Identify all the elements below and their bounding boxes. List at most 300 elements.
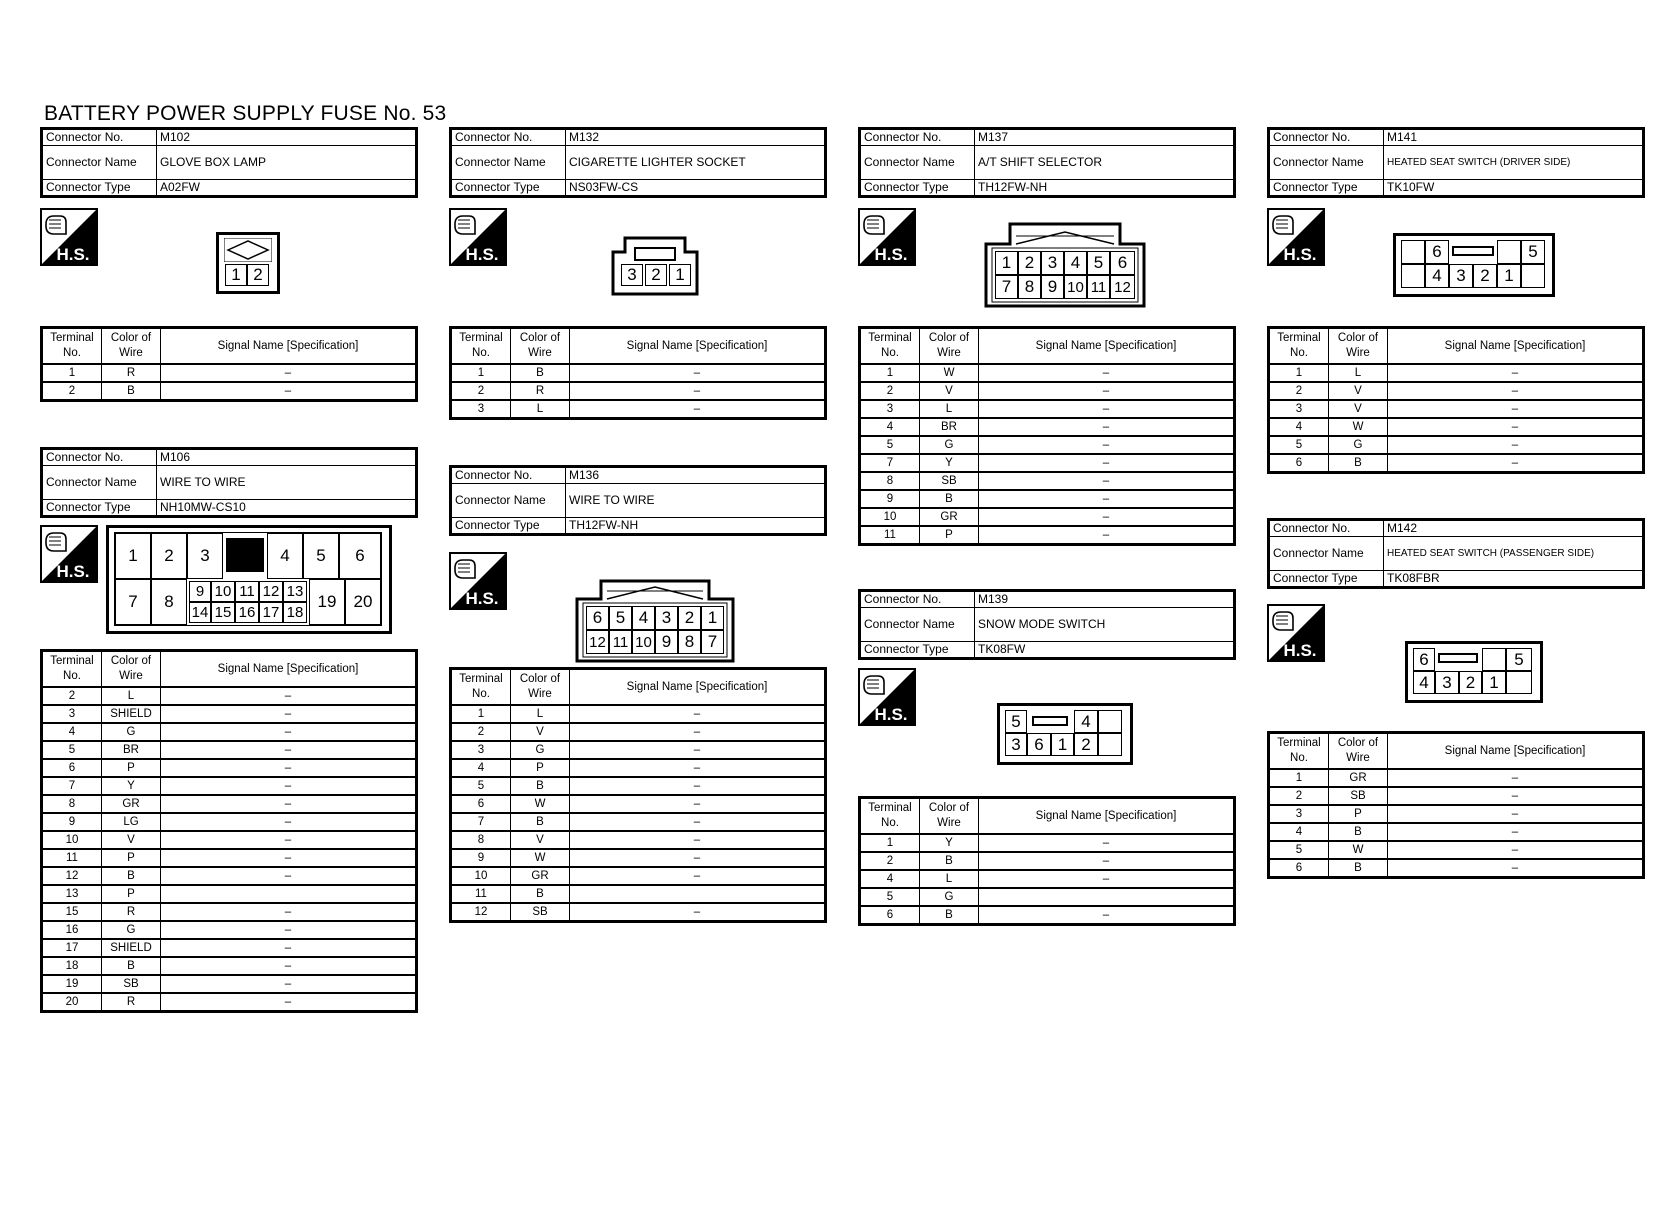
terminal-cavity: 1	[115, 533, 151, 579]
terminal-cavity: 7	[115, 579, 151, 625]
terminal-cavity: 12	[1110, 275, 1135, 299]
connector-type-value: TK08FW	[975, 642, 1235, 659]
wire-color-header: Color of Wire	[511, 669, 570, 706]
terminal-header: Terminal No.	[451, 669, 511, 706]
signal-header: Signal Name [Specification]	[979, 798, 1235, 835]
terminal-cavity: 6	[1413, 648, 1435, 671]
terminal-no: 3	[1269, 805, 1329, 823]
signal-name: –	[1388, 769, 1644, 787]
wire-color-header: Color of Wire	[102, 328, 161, 365]
table-row	[42, 723, 417, 741]
terminal-cavity: 2	[151, 533, 187, 579]
table-row	[860, 888, 1235, 906]
signal-name: –	[570, 400, 826, 419]
terminal-cavity: 3	[621, 264, 643, 286]
terminal-cavity: 5	[609, 606, 632, 630]
terminal-cavity: 1	[1051, 733, 1074, 756]
wire-color: GR	[511, 867, 570, 885]
terminal-cavity: 6	[339, 533, 381, 579]
connector-info-table	[1267, 127, 1645, 198]
signal-name: –	[979, 472, 1235, 490]
terminal-no: 11	[451, 885, 511, 903]
terminal-cavity: 1	[995, 251, 1018, 275]
harness-side-icon	[449, 552, 507, 610]
connector-type-value: TK10FW	[1384, 180, 1644, 197]
terminal-no: 10	[860, 508, 920, 526]
terminal-no: 12	[42, 867, 102, 885]
table-row	[860, 472, 1235, 490]
signal-name: –	[1388, 418, 1644, 436]
table-row	[1269, 400, 1644, 418]
terminal-no: 2	[451, 723, 511, 741]
terminal-no: 2	[860, 852, 920, 870]
terminal-cavity: 10	[1064, 275, 1087, 299]
signal-name: –	[570, 364, 826, 382]
wire-color: GR	[920, 508, 979, 526]
signal-name: –	[979, 436, 1235, 454]
signal-name: –	[161, 957, 417, 975]
table-row	[42, 831, 417, 849]
table-row	[451, 867, 826, 885]
table-row	[451, 741, 826, 759]
connector-no-label: Connector No.	[451, 129, 566, 146]
connector-no-value: M106	[157, 449, 417, 466]
wire-color: G	[1329, 436, 1388, 454]
terminal-cavity: 20	[345, 579, 381, 625]
connector-info-table	[40, 447, 418, 518]
wire-color: B	[511, 364, 570, 382]
connector-type-value: TH12FW-NH	[975, 180, 1235, 197]
terminal-no: 11	[860, 526, 920, 545]
terminal-no: 5	[1269, 841, 1329, 859]
terminal-cavity	[1098, 710, 1122, 733]
connector-no-label: Connector No.	[451, 467, 566, 484]
connector-no-value: M142	[1384, 520, 1644, 537]
connector-name-value: WIRE TO WIRE	[566, 484, 826, 518]
terminal-no: 20	[42, 993, 102, 1012]
table-row	[451, 723, 826, 741]
terminal-table	[858, 326, 1236, 546]
terminal-cavity: 5	[1005, 710, 1027, 733]
terminal-header: Terminal No.	[451, 328, 511, 365]
table-row	[860, 418, 1235, 436]
table-row	[451, 903, 826, 922]
terminal-no: 9	[42, 813, 102, 831]
wire-color: BR	[102, 741, 161, 759]
wire-color: Y	[920, 834, 979, 852]
table-row	[451, 849, 826, 867]
terminal-cavity: 1	[1482, 671, 1506, 694]
connector-type-label: Connector Type	[1269, 571, 1384, 588]
table-row	[42, 759, 417, 777]
wire-color-header: Color of Wire	[511, 328, 570, 365]
terminal-no: 2	[42, 687, 102, 705]
wire-color: GR	[102, 795, 161, 813]
wire-color: G	[920, 888, 979, 906]
connector-no-label: Connector No.	[860, 129, 975, 146]
terminal-cavity: 9	[1041, 275, 1064, 299]
table-row	[860, 436, 1235, 454]
table-row	[860, 382, 1235, 400]
connector-name-value: HEATED SEAT SWITCH (DRIVER SIDE)	[1384, 146, 1644, 180]
harness-side-icon	[40, 208, 98, 266]
table-row	[860, 400, 1235, 418]
terminal-no: 6	[451, 795, 511, 813]
table-row	[860, 906, 1235, 925]
signal-name	[570, 885, 826, 903]
signal-name: –	[161, 921, 417, 939]
table-row	[42, 993, 417, 1012]
wire-color: L	[511, 400, 570, 419]
signal-name: –	[161, 993, 417, 1012]
terminal-no: 8	[42, 795, 102, 813]
terminal-cavity: 6	[1425, 240, 1449, 264]
wire-color: V	[511, 723, 570, 741]
terminal-header: Terminal No.	[860, 798, 920, 835]
signal-name: –	[979, 870, 1235, 888]
table-row	[860, 852, 1235, 870]
signal-name: –	[161, 903, 417, 921]
table-row	[1269, 841, 1644, 859]
signal-name: –	[570, 723, 826, 741]
wire-color-header: Color of Wire	[1329, 328, 1388, 365]
connector-name-label: Connector Name	[451, 146, 566, 180]
connector-no-value: M136	[566, 467, 826, 484]
terminal-no: 5	[42, 741, 102, 759]
table-row	[860, 508, 1235, 526]
signal-name: –	[570, 777, 826, 795]
signal-header: Signal Name [Specification]	[161, 328, 417, 365]
wire-color: W	[1329, 418, 1388, 436]
terminal-no: 10	[451, 867, 511, 885]
table-row	[42, 687, 417, 705]
terminal-cavity: 6	[1027, 733, 1051, 756]
table-row	[451, 364, 826, 382]
wire-color: BR	[920, 418, 979, 436]
signal-name: –	[1388, 454, 1644, 473]
wire-color: B	[1329, 454, 1388, 473]
terminal-cavity: 8	[1018, 275, 1041, 299]
terminal-cavity: 2	[1459, 671, 1482, 694]
terminal-no: 3	[451, 741, 511, 759]
connector-type-label: Connector Type	[451, 180, 566, 197]
table-row	[42, 705, 417, 723]
terminal-no: 1	[451, 705, 511, 723]
terminal-cavity: 3	[655, 606, 678, 630]
connector-type-label: Connector Type	[1269, 180, 1384, 197]
terminal-cavity	[1401, 264, 1425, 288]
wire-color: W	[920, 364, 979, 382]
terminal-cavity: 2	[1473, 264, 1497, 288]
table-row	[1269, 787, 1644, 805]
hs-text: H.S.	[56, 562, 90, 581]
terminal-header: Terminal No.	[42, 328, 102, 365]
terminal-cavity: 2	[247, 264, 269, 286]
terminal-no: 13	[42, 885, 102, 903]
terminal-no: 18	[42, 957, 102, 975]
terminal-cavity: 3	[1435, 671, 1459, 694]
table-row	[1269, 859, 1644, 878]
terminal-cavity: 4	[267, 533, 303, 579]
terminal-cavity: 16	[235, 602, 259, 623]
terminal-cavity: 1	[1497, 264, 1521, 288]
terminal-cavity	[1482, 648, 1506, 671]
terminal-cavity: 5	[1521, 240, 1545, 264]
wire-color: V	[920, 382, 979, 400]
signal-name: –	[161, 687, 417, 705]
terminal-cavity: 2	[678, 606, 701, 630]
terminal-no: 2	[451, 382, 511, 400]
connector-lock-tab	[1452, 246, 1494, 256]
signal-name: –	[1388, 364, 1644, 382]
terminal-cavity: 11	[609, 630, 632, 654]
harness-side-icon	[858, 208, 916, 266]
connector-info-table	[449, 465, 827, 536]
terminal-table	[449, 326, 827, 420]
terminal-cavity: 6	[586, 606, 609, 630]
table-row	[42, 849, 417, 867]
signal-name: –	[1388, 823, 1644, 841]
wire-color: G	[102, 921, 161, 939]
table-row	[451, 382, 826, 400]
connector-info-table	[40, 127, 418, 198]
terminal-cavity: 14	[189, 602, 211, 623]
wire-color: B	[511, 885, 570, 903]
harness-side-icon	[449, 208, 507, 266]
connector-lock-tab	[1438, 653, 1478, 663]
connector-face-figure	[858, 198, 1236, 326]
signal-name: –	[979, 490, 1235, 508]
connector-name-value: SNOW MODE SWITCH	[975, 608, 1235, 642]
harness-side-icon	[1267, 604, 1325, 662]
terminal-cavity: 19	[309, 579, 345, 625]
signal-name: –	[161, 831, 417, 849]
terminal-no: 1	[42, 364, 102, 382]
connector-no-value: M132	[566, 129, 826, 146]
table-row	[1269, 382, 1644, 400]
terminal-no: 3	[451, 400, 511, 419]
wire-color: B	[920, 490, 979, 508]
signal-name: –	[161, 813, 417, 831]
signal-name: –	[570, 382, 826, 400]
connector-name-label: Connector Name	[1269, 146, 1384, 180]
wire-color: SHIELD	[102, 705, 161, 723]
connector-type-label: Connector Type	[860, 642, 975, 659]
signal-name: –	[570, 813, 826, 831]
connector-info-table	[1267, 518, 1645, 589]
connector-lock-tab	[1032, 716, 1068, 726]
connector-no-value: M139	[975, 591, 1235, 608]
terminal-no: 3	[1269, 400, 1329, 418]
table-row	[42, 382, 417, 401]
signal-name: –	[1388, 859, 1644, 878]
table-row	[1269, 454, 1644, 473]
terminal-no: 6	[1269, 454, 1329, 473]
terminal-cavity: 9	[655, 630, 678, 654]
signal-name: –	[161, 867, 417, 885]
signal-name: –	[161, 741, 417, 759]
signal-name: –	[161, 849, 417, 867]
connector-type-label: Connector Type	[42, 180, 157, 197]
terminal-no: 4	[451, 759, 511, 777]
terminal-no: 7	[42, 777, 102, 795]
signal-header: Signal Name [Specification]	[1388, 733, 1644, 770]
terminal-no: 3	[860, 400, 920, 418]
connector-name-label: Connector Name	[451, 484, 566, 518]
wire-color: B	[511, 813, 570, 831]
terminal-cavity: 7	[995, 275, 1018, 299]
table-row	[42, 364, 417, 382]
table-row	[451, 813, 826, 831]
connector-block-m102	[40, 127, 418, 402]
wire-color: LG	[102, 813, 161, 831]
table-row	[1269, 823, 1644, 841]
terminal-no: 2	[1269, 787, 1329, 805]
table-row	[42, 795, 417, 813]
table-row	[451, 831, 826, 849]
terminal-cavity: 17	[259, 602, 283, 623]
terminal-no: 8	[451, 831, 511, 849]
hs-text: H.S.	[874, 705, 908, 724]
connector-name-label: Connector Name	[860, 608, 975, 642]
terminal-cavity: 12	[259, 581, 283, 602]
terminal-no: 9	[451, 849, 511, 867]
connector-face-figure	[1267, 198, 1645, 326]
signal-name: –	[570, 903, 826, 922]
terminal-no: 11	[42, 849, 102, 867]
terminal-no: 4	[42, 723, 102, 741]
terminal-no: 2	[42, 382, 102, 401]
table-row	[42, 957, 417, 975]
connector-no-value: M141	[1384, 129, 1644, 146]
signal-name: –	[161, 364, 417, 382]
blocked-cavity	[226, 538, 264, 572]
signal-name: –	[161, 382, 417, 401]
signal-name: –	[979, 834, 1235, 852]
terminal-no: 12	[451, 903, 511, 922]
connector-face	[1393, 233, 1555, 297]
signal-name: –	[979, 364, 1235, 382]
wire-color: B	[920, 906, 979, 925]
terminal-no: 4	[860, 418, 920, 436]
table-row	[860, 870, 1235, 888]
table-row	[451, 795, 826, 813]
wire-color: Y	[102, 777, 161, 795]
terminal-header: Terminal No.	[1269, 733, 1329, 770]
connector-block-m142	[1267, 518, 1645, 879]
signal-name: –	[570, 759, 826, 777]
connector-face	[106, 525, 392, 634]
connector-block-m137	[858, 127, 1236, 546]
terminal-header: Terminal No.	[1269, 328, 1329, 365]
table-row	[860, 834, 1235, 852]
table-row	[42, 885, 417, 903]
terminal-table	[449, 667, 827, 923]
connector-face-figure	[858, 660, 1236, 796]
terminal-cavity: 2	[1074, 733, 1098, 756]
signal-name: –	[1388, 787, 1644, 805]
connector-face-figure	[40, 518, 418, 649]
signal-name: –	[979, 454, 1235, 472]
connector-type-value: NS03FW-CS	[566, 180, 826, 197]
connector-type-value: A02FW	[157, 180, 417, 197]
connector-no-value: M102	[157, 129, 417, 146]
signal-header: Signal Name [Specification]	[1388, 328, 1644, 365]
terminal-no: 4	[1269, 418, 1329, 436]
page-title: BATTERY POWER SUPPLY FUSE No. 53	[44, 102, 447, 125]
terminal-cavity: 2	[1018, 251, 1041, 275]
terminal-cavity	[1497, 240, 1521, 264]
terminal-header: Terminal No.	[860, 328, 920, 365]
table-row	[42, 741, 417, 759]
connector-type-label: Connector Type	[860, 180, 975, 197]
hs-text: H.S.	[874, 245, 908, 264]
wire-color: G	[920, 436, 979, 454]
table-row	[42, 867, 417, 885]
connector-name-label: Connector Name	[1269, 537, 1384, 571]
table-row	[451, 777, 826, 795]
terminal-no: 3	[42, 705, 102, 723]
wire-color: R	[511, 382, 570, 400]
hs-text: H.S.	[1283, 641, 1317, 660]
terminal-cavity: 6	[1110, 251, 1135, 275]
signal-name: –	[161, 777, 417, 795]
terminal-cavity: 1	[225, 264, 247, 286]
table-row	[42, 813, 417, 831]
signal-name: –	[570, 831, 826, 849]
connector-face-figure	[449, 536, 827, 667]
signal-name: –	[979, 382, 1235, 400]
wire-color: R	[102, 364, 161, 382]
terminal-no: 1	[1269, 364, 1329, 382]
signal-name: –	[979, 906, 1235, 925]
wire-color: W	[511, 849, 570, 867]
wire-color: V	[1329, 382, 1388, 400]
connector-type-value: TK08FBR	[1384, 571, 1644, 588]
connector-info-table	[858, 127, 1236, 198]
signal-name: –	[1388, 436, 1644, 454]
wire-color: SHIELD	[102, 939, 161, 957]
terminal-cavity: 4	[1425, 264, 1449, 288]
wire-color-header: Color of Wire	[920, 798, 979, 835]
signal-name: –	[161, 939, 417, 957]
terminal-cavity: 4	[632, 606, 655, 630]
harness-side-icon	[858, 668, 916, 726]
table-row	[451, 885, 826, 903]
connector-no-value: M137	[975, 129, 1235, 146]
connector-no-label: Connector No.	[1269, 129, 1384, 146]
table-row	[1269, 769, 1644, 787]
terminal-no: 4	[860, 870, 920, 888]
terminal-no: 5	[860, 888, 920, 906]
harness-side-icon	[1267, 208, 1325, 266]
wire-color: P	[102, 759, 161, 777]
wire-color: V	[511, 831, 570, 849]
terminal-no: 17	[42, 939, 102, 957]
terminal-cavity	[1098, 733, 1122, 756]
wire-color: P	[102, 885, 161, 903]
signal-header: Signal Name [Specification]	[161, 651, 417, 688]
terminal-no: 6	[860, 906, 920, 925]
signal-name: –	[161, 705, 417, 723]
connector-block-m141	[1267, 127, 1645, 474]
table-row	[1269, 805, 1644, 823]
terminal-no: 1	[860, 364, 920, 382]
harness-side-icon	[40, 525, 98, 583]
connector-no-label: Connector No.	[42, 449, 157, 466]
wire-color: SB	[1329, 787, 1388, 805]
terminal-cavity: 3	[1041, 251, 1064, 275]
